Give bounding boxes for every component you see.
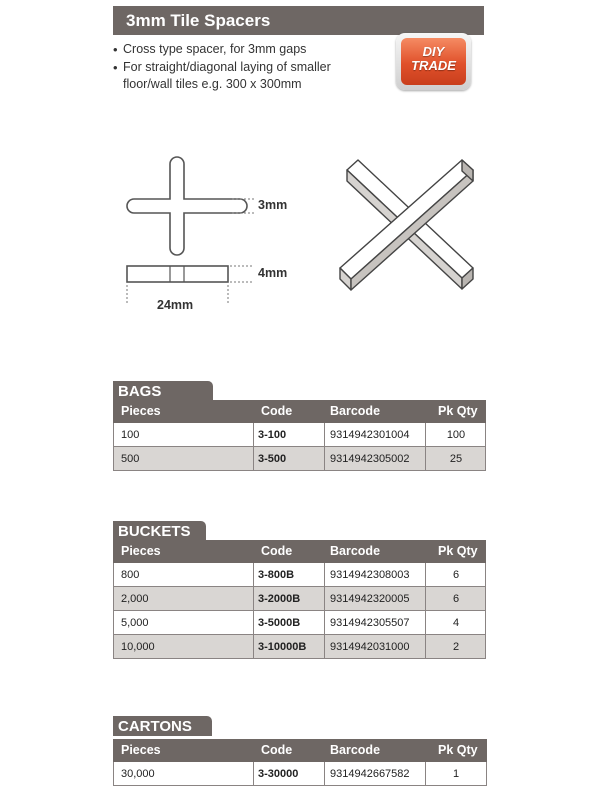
cartons-table [113, 739, 487, 786]
table-row [113, 762, 487, 786]
cell-pieces: 500 [121, 453, 140, 465]
table-row [113, 635, 486, 659]
cell-barcode: 9314942308003 [330, 569, 410, 581]
cell-barcode: 9314942301004 [330, 429, 410, 441]
spacer-side-view [127, 266, 228, 282]
header-pieces: Pieces [121, 544, 161, 558]
cell-pk-qty: 6 [452, 569, 460, 581]
header-pieces: Pieces [121, 743, 161, 757]
bags-table [113, 400, 486, 471]
cell-pk-qty: 25 [449, 453, 463, 465]
buckets-table [113, 540, 486, 659]
feature-item: • For straight/diagonal laying of smaller floor/wall tiles e.g. 300 x 300mm [113, 59, 363, 93]
bags-section-title: BAGS [113, 381, 213, 401]
cell-pieces: 5,000 [121, 617, 149, 629]
feature-item: • Cross type spacer, for 3mm gaps [113, 41, 363, 58]
header-barcode: Barcode [330, 404, 381, 418]
spacer-3d-illustration [340, 160, 473, 290]
cell-pieces: 30,000 [121, 768, 155, 780]
spacer-diagram [0, 0, 600, 340]
thickness-dimension-label: 4mm [258, 266, 288, 280]
table-header [113, 400, 486, 423]
badge-line-trade: TRADE [411, 58, 456, 73]
page-title: 3mm Tile Spacers [113, 6, 484, 35]
table-row [113, 587, 486, 611]
header-code: Code [261, 544, 293, 558]
table-header [113, 739, 487, 762]
cell-code: 3-800B [258, 569, 295, 581]
header-barcode: Barcode [330, 544, 381, 558]
table-row [113, 611, 486, 635]
width-dimension-label: 24mm [157, 298, 194, 312]
cell-code: 3-30000 [258, 768, 299, 780]
cell-pk-qty: 6 [452, 593, 460, 605]
cell-pk-qty: 4 [452, 617, 460, 629]
cell-barcode: 9314942305002 [330, 453, 410, 465]
cross-front-view [127, 157, 247, 255]
cell-barcode: 9314942031000 [330, 641, 410, 653]
cell-pieces: 10,000 [121, 641, 155, 653]
cell-pk-qty: 1 [452, 768, 460, 780]
header-barcode: Barcode [330, 743, 381, 757]
header-pk-qty: Pk Qty [438, 743, 478, 757]
cell-pieces: 2,000 [121, 593, 149, 605]
table-row [113, 447, 486, 471]
table-row [113, 423, 486, 447]
cell-code: 3-500 [258, 453, 287, 465]
header-pk-qty: Pk Qty [438, 404, 478, 418]
cell-barcode: 9314942320005 [330, 593, 410, 605]
cell-barcode: 9314942667582 [330, 768, 410, 780]
cell-code: 3-2000B [258, 593, 301, 605]
cell-code: 3-100 [258, 429, 287, 441]
buckets-section-title: BUCKETS [113, 521, 206, 541]
table-row [113, 563, 486, 587]
cartons-section-title: CARTONS [113, 716, 212, 736]
cell-pk-qty: 100 [446, 429, 466, 441]
cell-pk-qty: 2 [452, 641, 460, 653]
cell-code: 3-5000B [258, 617, 301, 629]
table-header [113, 540, 486, 563]
cell-pieces: 100 [121, 429, 140, 441]
header-code: Code [261, 743, 293, 757]
header-pk-qty: Pk Qty [438, 544, 478, 558]
cell-pieces: 800 [121, 569, 140, 581]
cell-code: 3-10000B [258, 641, 307, 653]
header-code: Code [261, 404, 293, 418]
badge-line-diy: DIY [422, 44, 445, 59]
gap-dimension-label: 3mm [258, 198, 288, 212]
header-pieces: Pieces [121, 404, 161, 418]
cell-barcode: 9314942305507 [330, 617, 410, 629]
